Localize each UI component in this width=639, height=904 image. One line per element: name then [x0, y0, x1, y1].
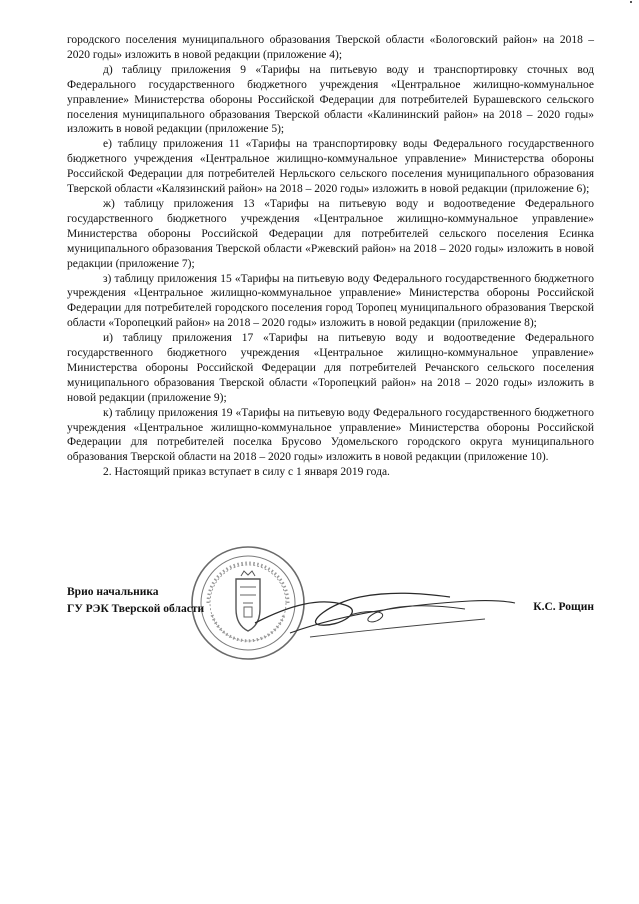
signature-block	[67, 584, 594, 664]
paragraph-item-k: к) таблицу приложения 19 «Тарифы на питьевую воду Федерального государственного бюджетного учреждения «Центральное жилищно-коммунальное управление» Министерства обороны Российской Федерации для потребителей поселка Брусово Удомельского городского округа муниципального образования Тверской области на 2018 – 2020 годы» изложить в новой редакции (приложение 10).	[67, 406, 594, 464]
paragraph-continuation: городского поселения муниципального образования Тверской области «Бологовский район» на 2018 – 2020 годы» изложить в новой редакции (приложение 4);	[67, 34, 594, 61]
signatory-name: К.С. Рощин	[533, 601, 594, 613]
signatory-position-line2: ГУ РЭК Тверской области	[67, 603, 205, 615]
paragraph-item-e: е) таблицу приложения 11 «Тарифы на транспортировку воды Федерального государственного бюджетного учреждения «Центральное жилищно-коммунальное управление» Министерства обороны Российской Федерации для потребителей Нерльского сельского поселения муниципального образования Тверской области «Калязинский район» на 2018 – 2020 годы» изложить в новой редакции (приложение 6);	[67, 138, 594, 196]
paragraph-item-zh: ж) таблицу приложения 13 «Тарифы на питьевую воду и водоотведение Федерального государственного бюджетного учреждения «Центральное жилищно-коммунальное управление» Министерства обороны Российской Федерации для потребителей сельского поселения Есинка муниципального образования Тверской области «Ржевский район» на 2018 – 2020 годы» изложить в новой редакции (приложение 7);	[67, 197, 594, 270]
document-body	[67, 33, 594, 480]
signatory-position-line1: Врио начальника	[67, 586, 159, 598]
paragraph-item-i: и) таблицу приложения 17 «Тарифы на питьевую воду и водоотведение Федерального государственного бюджетного учреждения «Центральное жилищно-коммунальное управление» Министерства обороны Российской Федерации для потребителей Речанского сельского поселения муниципального образования Тверской области «Торопецкий район» на 2018 – 2020 годы» изложить в новой редакции (приложение 9);	[67, 332, 594, 404]
paragraph-item-z: з) таблицу приложения 15 «Тарифы на питьевую воду Федерального государственного бюджетного учреждения «Центральное жилищно-коммунальное управление» Министерства обороны Российской Федерации для потребителей городского поселения город Торопец муниципального образования Тверской области «Торопецкий район» на 2018 – 2020 годы» изложить в новой редакции (приложение 8);	[67, 272, 594, 330]
paragraph-item-d: д) таблицу приложения 9 «Тарифы на питьевую воду и транспортировку сточных вод Федерального государственного бюджетного учреждения «Центральное жилищно-коммунальное управление» Министерства обороны Российской Федерации для потребителей Бурашевского сельского поселения муниципального образования Тверской области «Калининский район» на 2018 – 2020 годы» изложить в новой редакции (приложение 5);	[67, 63, 594, 136]
paragraph-effective-date: 2. Настоящий приказ вступает в силу с 1 января 2019 года.	[103, 466, 390, 479]
signatory-position	[67, 584, 204, 618]
scan-dot	[630, 1, 632, 3]
